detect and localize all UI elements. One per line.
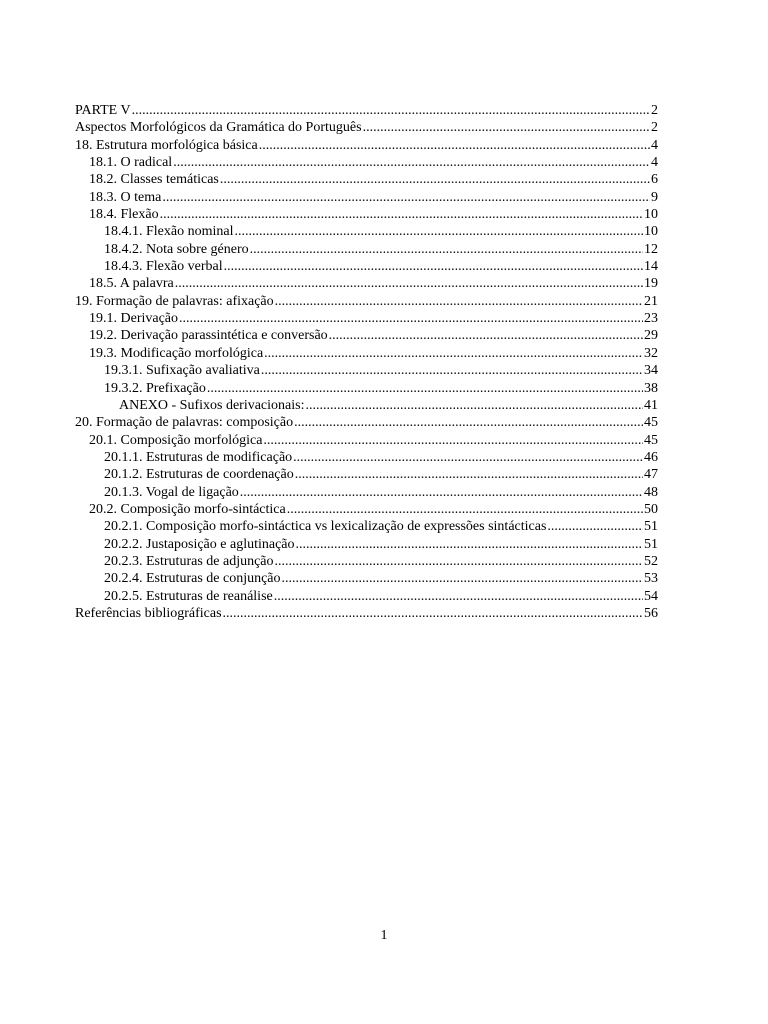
toc-dot-leader xyxy=(274,588,643,605)
toc-entry-page: 4 xyxy=(651,155,658,171)
toc-entry[interactable] xyxy=(75,432,658,449)
toc-entry-title: 18.2. Classes temáticas xyxy=(89,172,219,188)
toc-entry[interactable] xyxy=(75,588,658,605)
toc-entry-page: 47 xyxy=(644,467,658,483)
toc-dot-leader xyxy=(275,293,643,310)
toc-dot-leader xyxy=(287,501,643,518)
toc-entry-title: 18.5. A palavra xyxy=(89,276,174,292)
toc-entry-title: Referências bibliográficas xyxy=(75,605,222,621)
toc-entry-page: 45 xyxy=(644,432,658,448)
toc-entry[interactable] xyxy=(75,293,658,310)
toc-entry-title: 20.1.1. Estruturas de modificação xyxy=(104,449,293,465)
toc-entry-title: 19. Formação de palavras: afixação xyxy=(75,293,274,309)
toc-dot-leader xyxy=(207,380,643,397)
toc-dot-leader xyxy=(293,449,643,466)
toc-dot-leader xyxy=(235,223,644,240)
toc-entry-page: 2 xyxy=(651,120,658,136)
toc-entry-title: 20.2.5. Estruturas de reanálise xyxy=(104,588,273,604)
toc-entry-page: 10 xyxy=(644,207,658,223)
toc-dot-leader xyxy=(259,137,650,154)
toc-entry-title: 18. Estrutura morfológica básica xyxy=(75,137,258,153)
toc-entry-title: 18.1. O radical xyxy=(89,155,173,171)
toc-entry-title: 20.2.4. Estruturas de conjunção xyxy=(104,571,281,587)
toc-entry-page: 32 xyxy=(644,345,658,361)
toc-entry-title: 20.2.3. Estruturas de adjunção xyxy=(104,553,274,569)
toc-entry[interactable] xyxy=(75,345,658,362)
toc-entry-page: 6 xyxy=(651,172,658,188)
toc-entry[interactable] xyxy=(75,102,658,119)
toc-dot-leader xyxy=(250,241,643,258)
toc-entry-page: 10 xyxy=(644,224,658,240)
toc-entry-page: 46 xyxy=(644,449,658,465)
toc-dot-leader xyxy=(296,536,643,553)
toc-entry-title: 18.4.1. Flexão nominal xyxy=(104,224,234,240)
toc-entry-page: 29 xyxy=(644,328,658,344)
toc-entry[interactable] xyxy=(75,119,658,136)
toc-dot-leader xyxy=(240,484,643,501)
toc-dot-leader xyxy=(173,154,650,171)
toc-entry-title: PARTE V xyxy=(75,103,131,118)
toc-entry-title: 19.3. Modificação morfológica xyxy=(89,345,264,361)
toc-dot-leader xyxy=(223,605,643,622)
toc-entry-page: 2 xyxy=(651,103,658,118)
toc-dot-leader xyxy=(220,171,650,188)
toc-dot-leader xyxy=(547,518,643,535)
toc-entry-title: 18.4. Flexão xyxy=(89,207,159,223)
toc-entry[interactable] xyxy=(75,275,658,292)
toc-entry[interactable] xyxy=(75,258,658,275)
toc-entry[interactable] xyxy=(75,501,658,518)
toc-entry-title: 20.1.3. Vogal de ligação xyxy=(104,484,239,500)
toc-entry[interactable] xyxy=(75,206,658,223)
toc-entry-page: 9 xyxy=(651,189,658,205)
toc-entry[interactable] xyxy=(75,553,658,570)
toc-entry-title: 20.2.1. Composição morfo-sintáctica vs lexicalização de expressões sintácticas xyxy=(104,519,547,535)
toc-entry-page: 14 xyxy=(644,259,658,275)
toc-entry-page: 56 xyxy=(644,605,658,621)
toc-entry-page: 38 xyxy=(644,380,658,396)
toc-entry-title: 20.1.2. Estruturas de coordenação xyxy=(104,467,294,483)
toc-entry[interactable] xyxy=(75,536,658,553)
toc-dot-leader xyxy=(329,327,643,344)
toc-entry[interactable] xyxy=(75,605,658,622)
toc-entry-title: 18.4.2. Nota sobre género xyxy=(104,241,249,257)
toc-entry-page: 52 xyxy=(644,553,658,569)
toc-entry[interactable] xyxy=(75,449,658,466)
toc-dot-leader xyxy=(261,362,643,379)
toc-entry-page: 4 xyxy=(651,137,658,153)
toc-entry-title: 20.2.2. Justaposição e aglutinação xyxy=(104,536,295,552)
table-of-contents xyxy=(75,102,658,622)
toc-entry-title: 20.2. Composição morfo-sintáctica xyxy=(89,501,286,517)
toc-dot-leader xyxy=(305,397,643,414)
toc-entry[interactable] xyxy=(75,327,658,344)
page-number: 1 xyxy=(380,928,388,943)
toc-entry-page: 41 xyxy=(644,397,658,413)
toc-entry-title: Aspectos Morfológicos da Gramática do Português xyxy=(75,120,362,136)
toc-dot-leader xyxy=(160,206,643,223)
toc-entry-title: 20. Formação de palavras: composição xyxy=(75,415,294,431)
toc-entry[interactable] xyxy=(75,397,658,414)
toc-entry-title: 19.2. Derivação parassintética e conversão xyxy=(89,328,328,344)
toc-dot-leader xyxy=(179,310,643,327)
toc-entry-page: 21 xyxy=(644,293,658,309)
toc-entry[interactable] xyxy=(75,137,658,154)
toc-dot-leader xyxy=(295,466,643,483)
toc-entry-page: 51 xyxy=(644,536,658,552)
toc-entry[interactable] xyxy=(75,380,658,397)
toc-dot-leader xyxy=(264,345,643,362)
toc-entry-page: 48 xyxy=(644,484,658,500)
toc-dot-leader xyxy=(224,258,643,275)
toc-dot-leader xyxy=(175,275,643,292)
toc-entry[interactable] xyxy=(75,310,658,327)
toc-dot-leader xyxy=(132,102,650,119)
toc-entry[interactable] xyxy=(75,171,658,188)
toc-entry-title: 19.1. Derivação xyxy=(89,311,179,327)
toc-entry-title: 18.4.3. Flexão verbal xyxy=(104,259,223,275)
toc-entry-title: 19.3.1. Sufixação avaliativa xyxy=(104,363,260,379)
toc-entry-page: 19 xyxy=(644,276,658,292)
toc-entry-title: 19.3.2. Prefixação xyxy=(104,380,206,396)
toc-dot-leader xyxy=(294,414,643,431)
toc-entry[interactable] xyxy=(75,466,658,483)
toc-entry[interactable] xyxy=(75,570,658,587)
toc-entry[interactable] xyxy=(75,241,658,258)
toc-entry-page: 23 xyxy=(644,311,658,327)
toc-entry-page: 34 xyxy=(644,363,658,379)
toc-entry-page: 45 xyxy=(644,415,658,431)
toc-entry-title: ANEXO - Sufixos derivacionais: xyxy=(119,397,305,413)
toc-entry-title: 18.3. O tema xyxy=(89,189,162,205)
toc-dot-leader xyxy=(275,553,643,570)
toc-dot-leader xyxy=(162,189,650,206)
toc-entry-title: 20.1. Composição morfológica xyxy=(89,432,263,448)
toc-entry[interactable] xyxy=(75,484,658,501)
toc-dot-leader xyxy=(263,432,643,449)
toc-entry[interactable] xyxy=(75,518,658,535)
toc-entry-page: 12 xyxy=(644,241,658,257)
toc-entry[interactable] xyxy=(75,154,658,171)
toc-entry[interactable] xyxy=(75,414,658,431)
toc-dot-leader xyxy=(282,570,643,587)
toc-entry-page: 53 xyxy=(644,571,658,587)
toc-entry-page: 54 xyxy=(644,588,658,604)
toc-entry-page: 51 xyxy=(644,519,658,535)
toc-dot-leader xyxy=(363,119,650,136)
toc-entry[interactable] xyxy=(75,362,658,379)
toc-entry[interactable] xyxy=(75,223,658,240)
toc-entry-page: 50 xyxy=(644,501,658,517)
toc-entry[interactable] xyxy=(75,189,658,206)
